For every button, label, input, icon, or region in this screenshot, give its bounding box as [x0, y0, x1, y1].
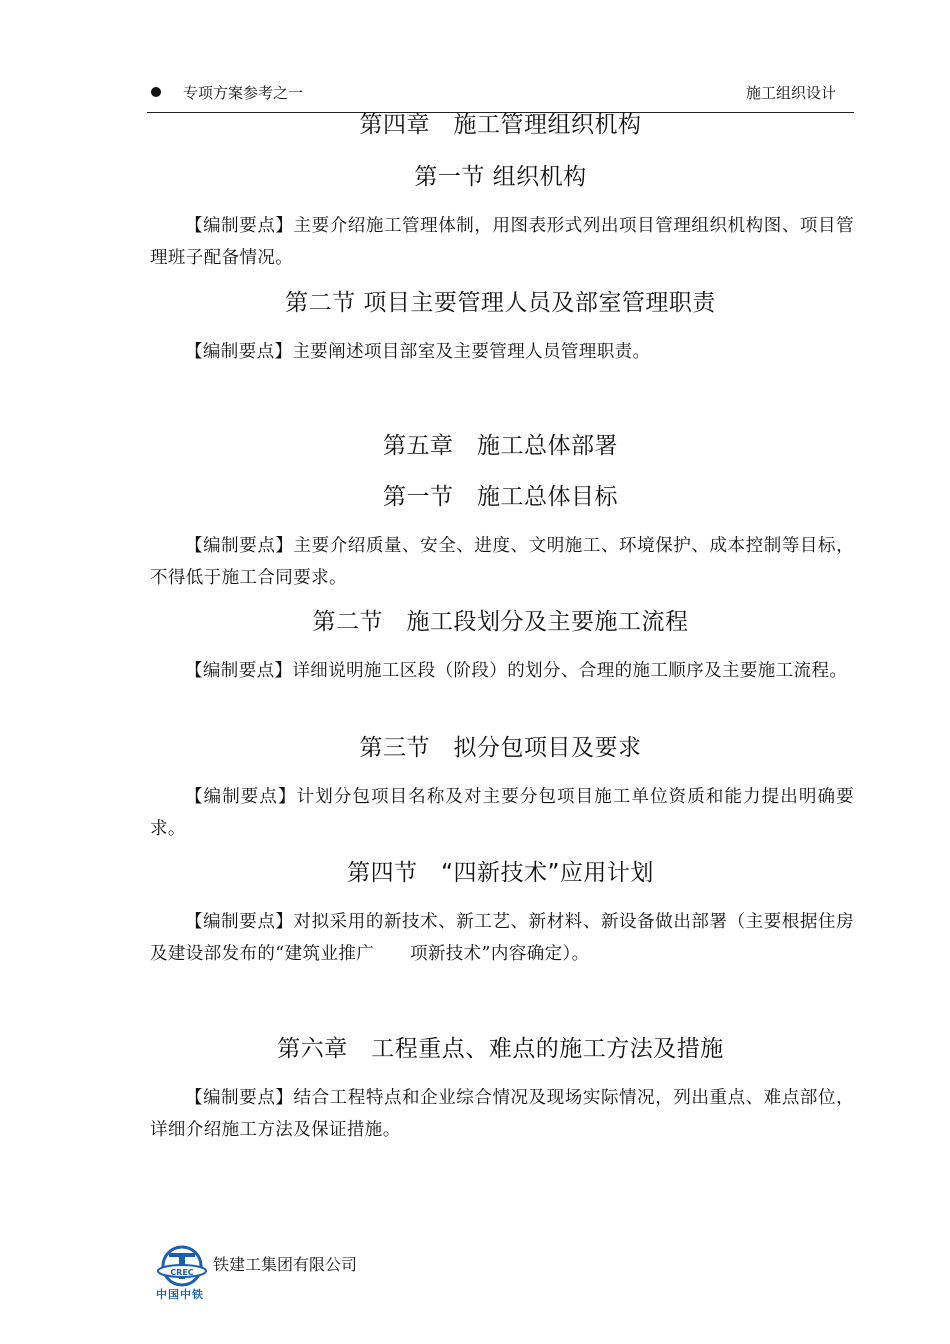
chapter-5-section-2-text: 【编制要点】详细说明施工区段（阶段）的划分、合理的施工顺序及主要施工流程。	[185, 661, 848, 681]
company-name: 铁建工集团有限公司	[213, 1255, 358, 1274]
chapter-5-title: 第五章 施工总体部署	[383, 433, 618, 459]
chapter-4-section-2-text: 【编制要点】主要阐述项目部室及主要管理人员管理职责。	[185, 342, 651, 362]
logo-text: 中国中铁	[156, 1288, 204, 1301]
chapter-5-section-3-text: 【编制要点】计划分包项目名称及对主要分包项目施工单位资质和能力提出明确要求。	[150, 787, 854, 839]
chapter-5-section-1-title: 第一节 施工总体目标	[383, 484, 618, 510]
logo-mark: CREC	[170, 1268, 194, 1277]
chapter-5-section-4-title: 第四节 “四新技术”应用计划	[347, 860, 654, 886]
chapter-4-section-2-title: 第二节 项目主要管理人员及部室管理职责	[285, 290, 716, 316]
chapter-5-section-1-text: 【编制要点】主要介绍质量、安全、进度、文明施工、环境保护、成本控制等目标，不得低于施工合同要求。	[150, 536, 854, 588]
chapter-6-text: 【编制要点】结合工程特点和企业综合情况及现场实际情况，列出重点、难点部位，详细介绍施工方法及保证措施。	[150, 1088, 854, 1140]
bullet-icon	[151, 87, 161, 97]
page-footer	[155, 1244, 455, 1304]
header-left-title: 专项方案参考之一	[183, 84, 304, 102]
chapter-5-section-2-title: 第二节 施工段划分及主要施工流程	[312, 609, 689, 635]
chapter-4-title: 第四章 施工管理组织机构	[359, 112, 642, 138]
chapter-5-section-3-title: 第三节 拟分包项目及要求	[359, 735, 642, 761]
chapter-4-section-1-text: 【编制要点】主要介绍施工管理体制，用图表形式列出项目管理组织机构图、项目管理班子配备情况。	[150, 216, 854, 268]
chapter-6-title: 第六章 工程重点、难点的施工方法及措施	[277, 1036, 724, 1062]
chapter-5-section-4-text: 【编制要点】对拟采用的新技术、新工艺、新材料、新设备做出部署（主要根据住房及建设部发布的“建筑业推广 项新技术”内容确定）。	[150, 912, 854, 964]
chapter-4-section-1-title: 第一节 组织机构	[414, 164, 587, 190]
header-right-title: 施工组织设计	[745, 84, 836, 102]
